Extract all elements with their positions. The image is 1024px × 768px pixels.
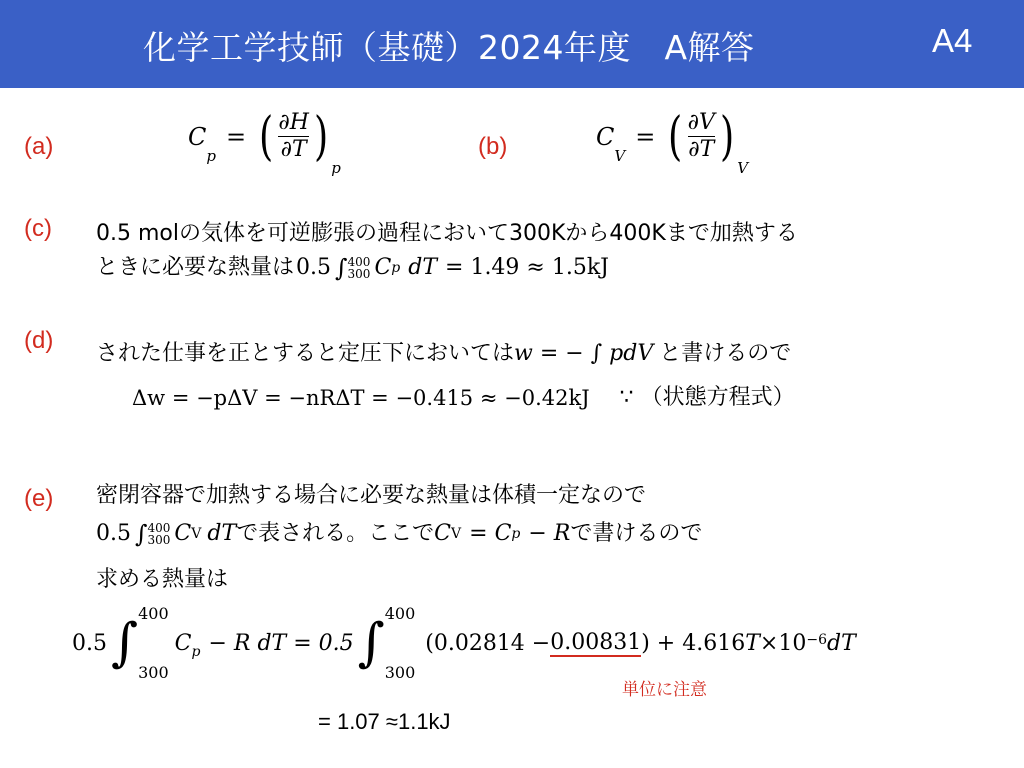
formula-a-fraction	[278, 110, 309, 163]
formula-a-eq: =	[225, 122, 247, 151]
c-integral	[335, 254, 374, 282]
e-line2-text: で表される。ここで	[236, 521, 435, 546]
c-line2-text: ときに必要な熱量は	[96, 255, 295, 280]
formula-b-eq: =	[635, 122, 656, 151]
e-big-right-2: ) + 4.616	[641, 630, 746, 656]
c-line1: 0.5 molの気体を可逆膨張の過程において300Kから400Kまで加熱する	[96, 221, 798, 246]
e-line3: 求める熱量は	[96, 567, 229, 592]
formula-b-sub: V	[737, 159, 749, 177]
c-dt: dT	[408, 255, 438, 280]
c-line2	[96, 254, 609, 282]
e-big-coef: 0.5	[72, 630, 107, 656]
e-line2-lower: 300	[147, 533, 171, 547]
e-line2-relation-rhs: = C	[469, 521, 512, 546]
page-title: 化学工学技師（基礎）2024年度 A解答	[143, 28, 755, 67]
e-line2-limits	[148, 522, 171, 546]
e-big-left-integrand-sub: p	[191, 644, 201, 660]
e-big-integral-left	[111, 604, 175, 682]
d-line1-text: された仕事を正とすると定圧下においては	[96, 341, 515, 366]
formula-b-den: ∂T	[688, 137, 715, 162]
c-result: = 1.49 ≈ 1.5kJ	[445, 255, 609, 280]
e-big-upper: 400	[384, 604, 416, 623]
label-c: (c)	[24, 215, 52, 242]
e-big-integral-right	[358, 604, 422, 682]
formula-a-den: ∂T	[280, 137, 307, 162]
integral-icon: ∫	[335, 254, 348, 282]
label-e: (e)	[24, 485, 54, 512]
e-line2	[96, 520, 702, 548]
integral-icon: ∫	[111, 613, 139, 673]
e-line2-relation-rhs-sub: p	[511, 526, 521, 542]
e-big-limits-right	[385, 604, 416, 682]
e-big-right-dT: dT	[826, 630, 856, 656]
c-lower: 300	[347, 267, 371, 281]
e-big-right-1: (0.02814 −	[425, 630, 551, 656]
formula-a-sub: p	[331, 159, 341, 177]
e-line2-relation-sub: V	[451, 526, 462, 542]
e-line2-tail: で書けるので	[570, 521, 703, 546]
e-big-upper: 400	[138, 604, 169, 623]
e-big-left-tail: − R dT = 0.5	[208, 630, 354, 656]
label-b: (b)	[478, 133, 508, 160]
e-line2-relation: C	[434, 521, 452, 546]
d-line1	[96, 340, 791, 368]
unit-note: 単位に注意	[622, 680, 707, 700]
e-big-left-integrand: C	[174, 630, 192, 656]
c-upper: 400	[347, 255, 371, 269]
formula-a-lhs-sub: p	[206, 147, 216, 165]
e-line2-integral	[135, 520, 174, 548]
e-result: = 1.07 ≈1.1kJ	[318, 709, 451, 734]
label-d: (d)	[24, 327, 54, 354]
e-big-lower: 300	[384, 663, 416, 682]
c-integrand: C	[374, 255, 392, 280]
e-big-right-3: ×10	[759, 630, 807, 656]
e-line2-coef: 0.5	[96, 521, 131, 546]
e-big-right-T: T	[745, 630, 760, 656]
formula-b-rparen: )	[719, 106, 735, 167]
d-line2-because: ∵ （状態方程式）	[619, 385, 795, 410]
d-line1-tail: と書けるので	[659, 341, 792, 366]
formula-a-lparen: (	[259, 106, 274, 167]
d-line1-formula: w = − ∫ pdV	[514, 341, 654, 366]
d-line2-formula: Δw = −pΔV = −nRΔT = −0.415 ≈ −0.42kJ	[132, 386, 590, 410]
formula-b-num: ∂V	[687, 110, 715, 135]
e-big-right-underlined: 0.00831	[550, 629, 642, 655]
integral-icon: ∫	[135, 520, 148, 548]
e-big-lower: 300	[138, 663, 169, 682]
e-line2-upper: 400	[147, 521, 171, 535]
formula-b-lhs-sub: V	[614, 147, 626, 165]
e-line2-integrand-sub: V	[191, 526, 202, 542]
formula-a-lhs: C	[188, 122, 207, 151]
page-code: A4	[932, 22, 973, 59]
e-line2-relation-tail: − R	[528, 521, 571, 546]
e-line2-integrand: C	[174, 521, 192, 546]
e-line1: 密閉容器で加熱する場合に必要な熱量は体積一定なので	[96, 483, 647, 508]
integral-icon: ∫	[357, 613, 385, 673]
e-big-formula	[72, 604, 856, 682]
label-a: (a)	[24, 133, 54, 160]
e-line2-dt: dT	[207, 521, 237, 546]
formula-a-num: ∂H	[278, 110, 309, 135]
c-integral-limits	[348, 256, 371, 280]
c-coef: 0.5	[296, 255, 332, 280]
d-line2	[132, 384, 795, 412]
c-integrand-sub: p	[391, 260, 401, 276]
e-big-limits-left	[138, 604, 169, 682]
formula-b-fraction	[688, 110, 715, 163]
formula-a-rparen: )	[313, 106, 329, 167]
formula-a	[188, 106, 341, 177]
formula-b	[596, 106, 749, 177]
formula-b-lhs: C	[596, 122, 615, 151]
e-big-right-exp: −6	[806, 632, 827, 648]
header-bar	[0, 0, 1024, 88]
formula-b-lparen: (	[668, 106, 683, 167]
